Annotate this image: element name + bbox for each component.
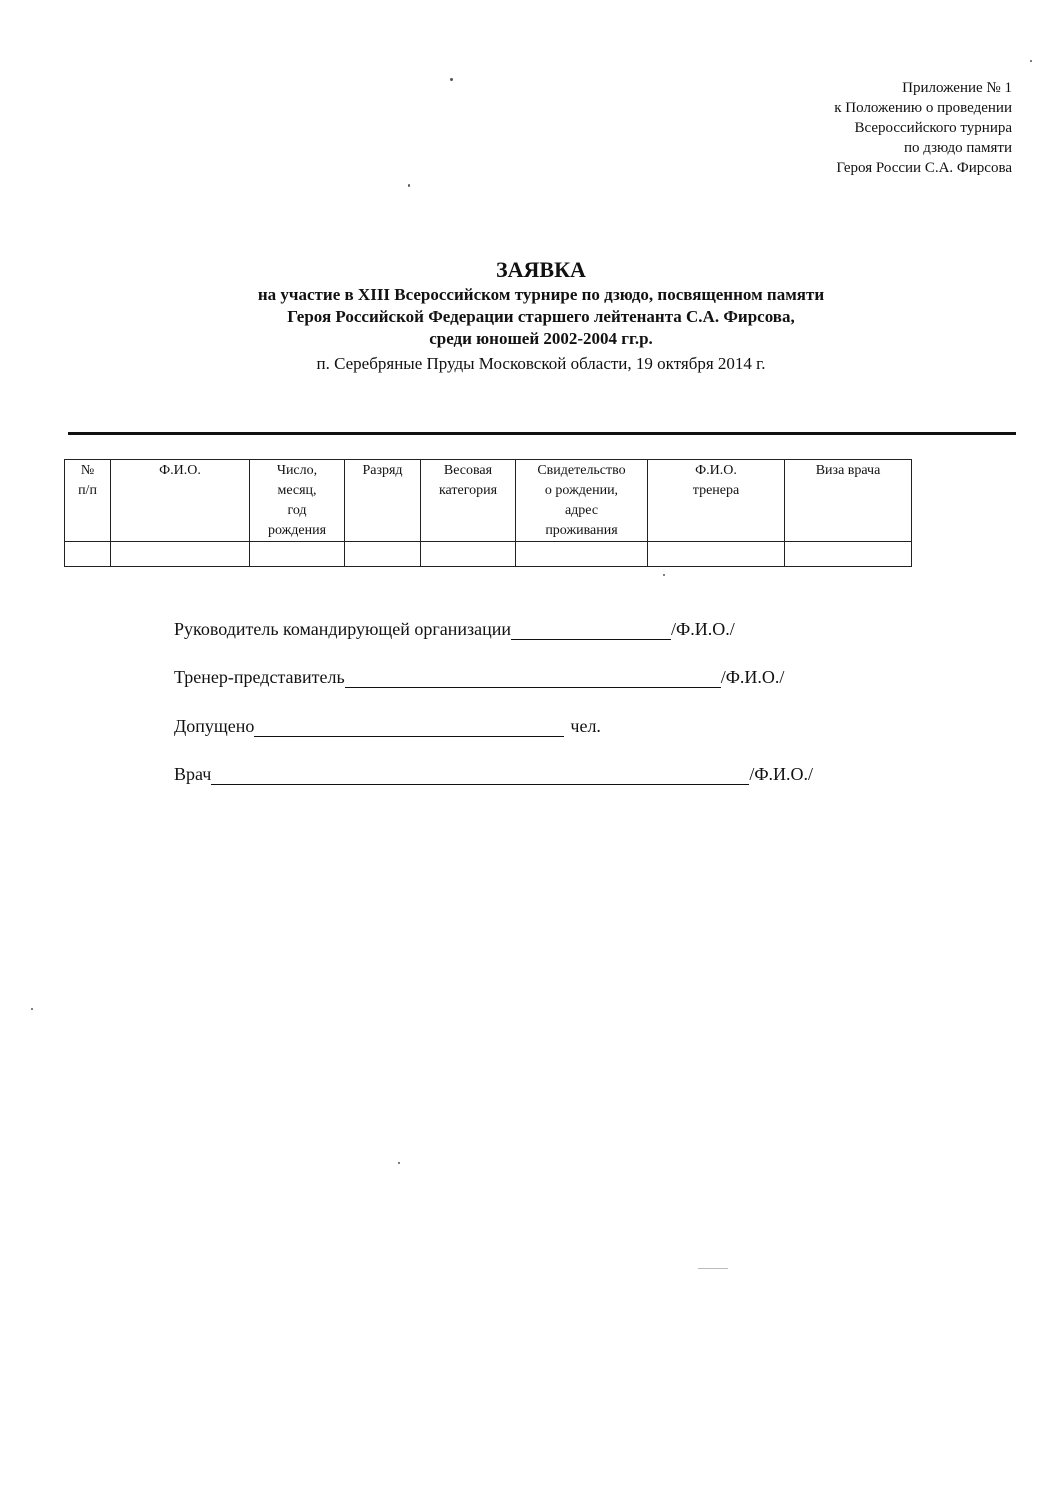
table-cell[interactable] (250, 542, 345, 567)
signature-suffix: /Ф.И.О./ (671, 619, 735, 639)
column-header-coach-name: Ф.И.О. тренера (648, 460, 785, 542)
appendix-block (834, 78, 1012, 178)
table-cell[interactable] (516, 542, 648, 567)
place-date: п. Серебряные Пруды Московской области, 19 октября 2014 г. (316, 354, 766, 373)
signature-suffix: /Ф.И.О./ (720, 667, 785, 687)
table-cell[interactable] (345, 542, 421, 567)
column-header-name: Ф.И.О. (111, 460, 250, 542)
scan-speck (31, 1008, 33, 1010)
table-cell[interactable] (648, 542, 785, 567)
table-header-row (65, 460, 912, 542)
scan-speck (1030, 60, 1032, 62)
column-header-certificate-address: Свидетельство о рождении, адрес проживания (516, 460, 648, 542)
table-cell[interactable] (785, 542, 912, 567)
appendix-line: по дзюдо памяти (903, 140, 1012, 156)
signature-line[interactable] (511, 619, 671, 640)
column-header-rank: Разряд (345, 460, 421, 542)
column-header-doctor-visa: Виза врача (785, 460, 912, 542)
document-title: ЗАЯВКА (496, 257, 586, 282)
signature-admitted-count (174, 715, 601, 737)
horizontal-rule (68, 432, 1016, 435)
signature-label: Руководитель командирующей организации (174, 619, 512, 639)
entry-table (64, 459, 912, 567)
appendix-line: Приложение № 1 (902, 80, 1012, 96)
column-header-weight-category: Весовая категория (421, 460, 516, 542)
signature-doctor (174, 763, 813, 785)
signature-label: Допущено (174, 716, 255, 736)
appendix-line: Героя России С.А. Фирсова (836, 160, 1012, 176)
scan-speck (408, 184, 410, 187)
subtitle-line: среди юношей 2002-2004 гг.р. (429, 329, 653, 348)
signature-line[interactable] (211, 764, 749, 785)
signature-suffix: /Ф.И.О./ (749, 764, 814, 784)
column-header-birthdate: Число, месяц, год рождения (250, 460, 345, 542)
appendix-line: Всероссийского турнира (854, 120, 1012, 136)
scan-speck (450, 78, 453, 81)
subtitle-line: Героя Российской Федерации старшего лейтенанта С.А. Фирсова, (287, 307, 795, 326)
signature-suffix: чел. (570, 716, 601, 736)
scan-speck (398, 1162, 400, 1164)
appendix-line: к Положению о проведении (834, 100, 1012, 116)
table-row (65, 542, 912, 567)
subtitle-line: на участие в XIII Всероссийском турнире по дзюдо, посвященном памяти (257, 285, 825, 304)
column-header-number: № п/п (65, 460, 111, 542)
signature-label: Тренер-представитель (174, 667, 345, 687)
admitted-count-line[interactable] (254, 716, 564, 737)
signature-label: Врач (174, 764, 212, 784)
signature-coach-representative (174, 666, 784, 688)
signature-line[interactable] (345, 667, 721, 688)
document-heading (0, 256, 1062, 376)
table-cell[interactable] (65, 542, 111, 567)
scan-speck (698, 1268, 728, 1269)
table-cell[interactable] (421, 542, 516, 567)
signature-head-of-organization (174, 618, 735, 640)
scan-speck (663, 574, 665, 576)
table-cell[interactable] (111, 542, 250, 567)
